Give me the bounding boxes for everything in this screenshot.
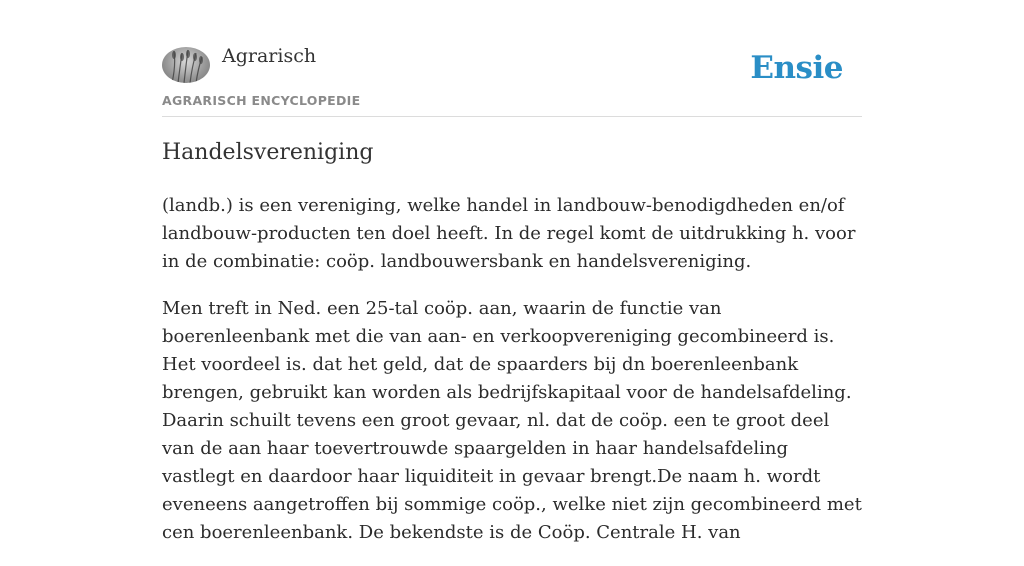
site-subtitle: AGRARISCH ENCYCLOPEDIE [162, 93, 361, 108]
article-paragraph: Men treft in Ned. een 25-tal coöp. aan, waarin de functie van boerenleenbank met die van aan- en verkoopvereniging gecombineerd is. Het voordeel is. dat het geld, dat de spaarders bij dn boerenleenbank brengen, gebruikt kan worden als bedrijfskapitaal voor de handelsafdeling. Daarin schuilt tevens een groot gevaar, nl. dat de coöp. een te groot deel van de aan haar toevertrouwde spaargelden in haar handelsafdeling vastlegt en daardoor haar liquiditeit in gevaar brengt.De naam h. wordt eveneens aangetroffen bij sommige coöp., welke niet zijn gecombineerd met cen boerenleenbank. De bekendste is de Coöp. Centrale H. van [162, 298, 862, 543]
site-title[interactable]: Agrarisch [222, 45, 317, 67]
wheat-logo-icon[interactable] [162, 47, 210, 83]
article-page [162, 0, 862, 543]
article-paragraph: (landb.) is een vereniging, welke handel in landbouw-benodigdheden en/of landbouw-producten ten doel heeft. In de regel komt de uitdrukking h. voor in de combinatie: coöp. landbouwersbank en handelsvereniging. [162, 195, 856, 272]
site-header [162, 0, 862, 117]
article-body [162, 192, 862, 566]
ensie-brand-link[interactable]: Ensie [750, 50, 843, 86]
article-title: Handelsvereniging [162, 140, 374, 165]
